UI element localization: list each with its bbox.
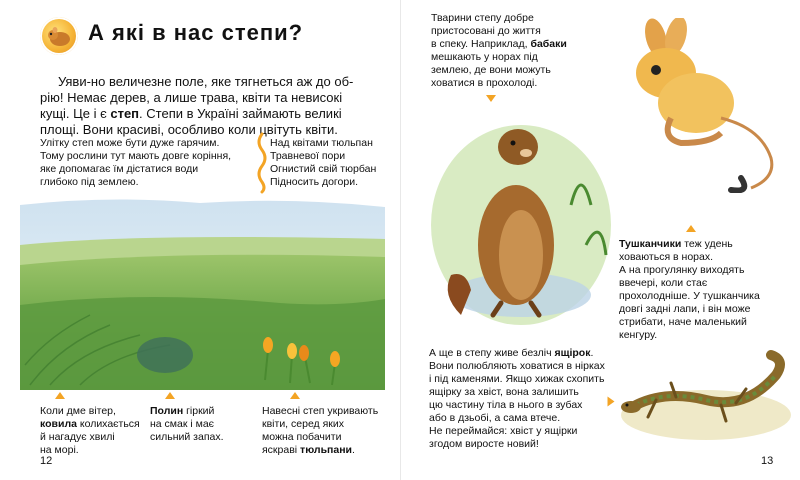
marmots-keyword: бабаки <box>530 38 567 50</box>
caption-marker <box>290 392 300 399</box>
steppe-illustration <box>20 195 385 390</box>
caption-feather-grass: Коли дме вітер, ковила колихається й нагадує хвилі на морі. <box>40 405 140 456</box>
right-page <box>400 0 800 480</box>
page-number: 13 <box>761 455 774 467</box>
caption-marker <box>55 392 65 399</box>
jerboa-text: Тушканчики теж удень ховаються в норах. А на прогулянку виходять ввечері, коли стає прохолодніше. У тушканчика довгі задні лапи, і він може стрибати, наче маленький кенгуру. <box>619 238 760 341</box>
marmot-text: Тварини степу добре пристосовані до життя в спеку. Наприклад, бабаки мешкають у норах під землею, де вони можуть ховатися в прохолоді. <box>431 12 567 89</box>
wormwood-keyword: Полин <box>150 405 184 417</box>
feather-grass-keyword: ковила <box>40 418 77 430</box>
lizard-text: А ще в степу живе безліч ящірок. Вони полюбляють ховатися в нірках і під каменями. Якщо хижак схопить ящірку за хвіст, вона залишить цю частину тіла в нього в зубах або в дзьобі, а сама втече. Не переймайся: хвіст у ящірки згодом виросте новий! <box>429 347 605 450</box>
lizards-keyword: ящірок <box>554 347 591 359</box>
jerboas-keyword: Тушканчики <box>619 238 682 250</box>
tulips-keyword: тюльпани <box>300 444 352 456</box>
intro-line-1: Уяви-но величезне поле, яке тягнеться аж до об- <box>58 74 354 89</box>
marmot-illustration <box>421 105 621 330</box>
caption-marker <box>686 225 696 232</box>
lizard-illustration <box>616 345 796 445</box>
jerboa-illustration <box>611 18 791 193</box>
caption-tulips: Навесні степ укривають квіти, серед яких можна побачити яскраві тюльпани. <box>262 405 379 456</box>
decorative-squiggle <box>254 132 268 194</box>
caption-marker <box>165 392 175 399</box>
steppe-keyword: степ <box>110 106 140 121</box>
hamster-icon <box>40 17 78 55</box>
caption-wormwood: Полин гіркий на смак і має сильний запах. <box>150 405 224 443</box>
tulip-poem: Над квітами тюльпан Травневої пори Огнистий свій тюрбан Підносить догори. <box>270 137 377 188</box>
page-title: А які в нас степи? <box>88 20 304 45</box>
intro-line-3: кущі. Це і є степ. Степи в Україні займають великі <box>40 106 342 121</box>
intro-paragraph <box>40 74 380 138</box>
page-number: 12 <box>40 455 53 467</box>
caption-marker <box>608 397 615 407</box>
intro-line-4: площі. Вони красиві, особливо коли цвітуть квіти. <box>40 122 338 137</box>
summer-text: Улітку степ може бути дуже гарячим. Тому рослини тут мають довге коріння, яке допомагає їм дістатися води глибоко під землею. <box>40 137 232 188</box>
caption-marker <box>486 95 496 102</box>
intro-line-2: рію! Немає дерев, а лише трава, квіти та невисокі <box>40 90 343 105</box>
